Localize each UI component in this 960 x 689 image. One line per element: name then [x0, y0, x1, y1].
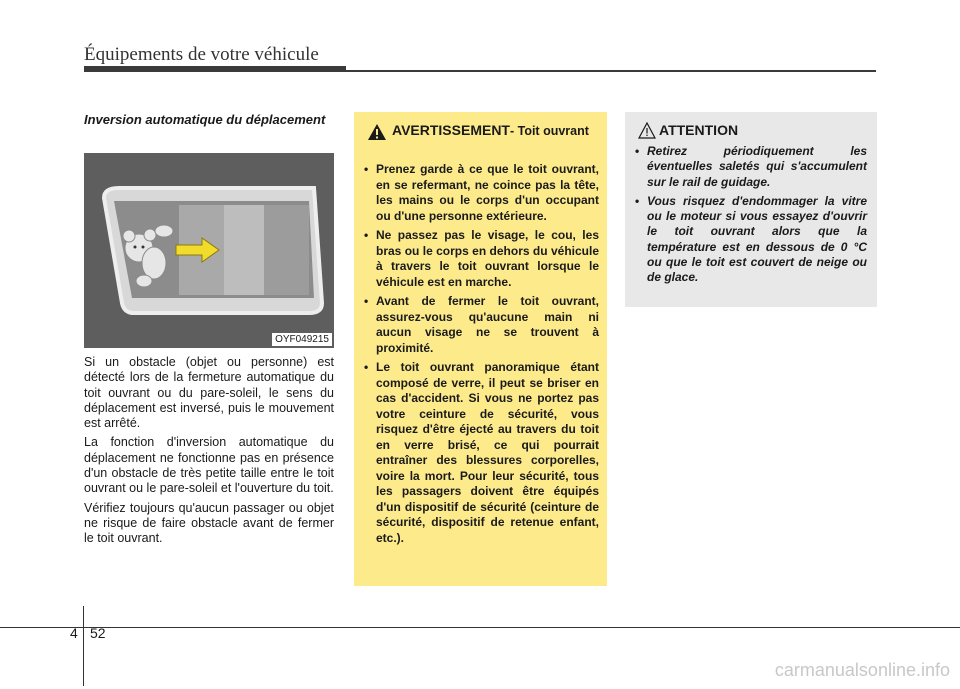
warning-title: AVERTISSEMENT	[392, 122, 510, 138]
header-bar	[84, 66, 346, 72]
watermark: carmanualsonline.info	[774, 660, 950, 680]
section-body	[84, 355, 334, 551]
warning-box	[354, 112, 607, 586]
warning-subtitle: - Toit ouvrant	[509, 124, 589, 138]
warning-list	[364, 162, 599, 550]
section-column	[84, 112, 334, 546]
attention-title: ATTENTION	[659, 122, 739, 138]
attention-list	[635, 144, 867, 290]
attention-item: • Vous risquez d'endommager la vitre ou le moteur si vous essayez d'ouvrir le toit ouvrant alors que la température est en dessous de 0 °C ou que le toit est couvert de neige ou de glace.	[635, 194, 867, 286]
attention-item: • Retirez périodiquement les éventuelles saletés qui s'accumulent sur le rail de guidage.	[635, 144, 867, 190]
warning-item: • Prenez garde à ce que le toit ouvrant, en se refermant, ne coince pas la tête, les mains ou le corps d'un occupant ou d'une personne extérieure.	[364, 162, 599, 224]
warning-heading	[372, 122, 612, 139]
paragraph: Si un obstacle (objet ou personne) est détecté lors de la fermeture automatique du toit ouvrant ou du pare-soleil, le sens du déplacement est inversé, puis le mouvement est arrêté.	[84, 355, 334, 431]
sunroof-figure	[84, 153, 334, 348]
footer-rule	[0, 627, 960, 628]
attention-box	[625, 112, 877, 307]
warning-item: • Ne passez pas le visage, le cou, les bras ou le corps en dehors du véhicule à travers le toit ouvrant lorsque le véhicule est en marche.	[364, 228, 599, 290]
chapter-number: 4	[70, 625, 78, 641]
page-header-title: Équipements de votre véhicule	[84, 44, 319, 65]
paragraph: Vérifiez toujours qu'aucun passager ou objet ne risque de faire obstacle avant de fermer le toit ouvrant.	[84, 500, 334, 546]
footer-divider	[83, 606, 84, 686]
warning-item: • Le toit ouvrant panoramique étant composé de verre, il peut se briser en cas d'accident. Si vous ne portez pas votre ceinture de sécurité, vous risquez d'être éjecté au travers du toit en verre brisé, ce qui pourrait entraîner des blessures corporelles, voire la mort. Pour leur sécurité, tous les passagers doivent être équipés d'un dispositif de sécurité (ceinture de sécurité, dispositif de retenue enfant, etc.).	[364, 360, 599, 546]
section-title: Inversion automatique du déplacement	[84, 112, 326, 127]
caution-icon	[638, 122, 656, 139]
figure-caption: OYF049215	[272, 333, 332, 346]
paragraph: La fonction d'inversion automatique du déplacement ne fonctionne pas en présence d'un obstacle de très petite taille entre le toit ouvrant ou le pare-soleil et l'ouverture du toit.	[84, 435, 334, 496]
page-number: 52	[90, 625, 106, 641]
sunroof-illustration	[84, 153, 334, 348]
header-rule	[346, 70, 876, 72]
warning-item: • Avant de fermer le toit ouvrant, assurez-vous qu'aucune main ni aucun visage ne se trouvent à proximité.	[364, 294, 599, 356]
